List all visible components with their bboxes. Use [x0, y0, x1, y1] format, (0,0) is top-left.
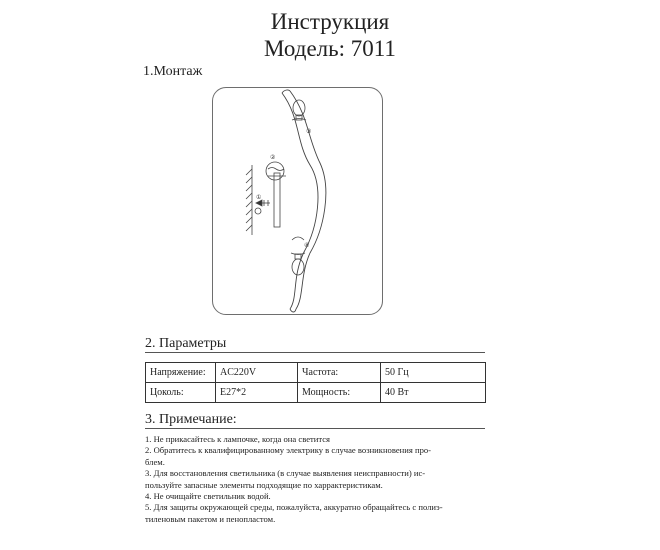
table-row	[146, 383, 486, 403]
note-line: пользуйте запасные элементы подходящие по харрактеристикам.	[145, 479, 383, 490]
wall-illustration	[246, 165, 252, 235]
callout-label: ④	[304, 242, 310, 249]
note-line: 2. Обратитесь к квалифицированному электрику в случае возникновения про-	[145, 445, 432, 456]
model-number: Модель: 7011	[264, 36, 396, 61]
note-line: тиленовым пакетом и пенопластом.	[145, 513, 276, 524]
table-cell: E27*2	[216, 383, 298, 403]
table-cell: AC220V	[216, 363, 298, 383]
table-cell: 50 Гц	[381, 363, 486, 383]
divider	[145, 428, 485, 429]
section-heading-mount: 1.Монтаж	[143, 64, 203, 79]
installation-diagram	[212, 87, 383, 315]
callout-label: ②	[270, 154, 276, 161]
callout-label: ①	[256, 194, 262, 201]
document-title: Инструкция	[270, 9, 390, 34]
note-line: 3. Для восстановления светильника (в случае выявления неисправности) ис-	[145, 468, 426, 479]
lamp-body	[282, 90, 326, 312]
table-cell: Мощность:	[298, 383, 381, 403]
callout-label: ③	[306, 128, 312, 135]
note-line: 4. Не очищайте светильник водой.	[145, 491, 271, 502]
table-cell: Частота:	[298, 363, 381, 383]
notes-list	[145, 434, 495, 525]
note-line: 5. Для защиты окружающей среды, пожалуйста, аккуратно обращайтесь с полиэ-	[145, 502, 443, 513]
divider	[145, 352, 485, 353]
note-line: 1. Не прикасайтесь к лампочке, когда она светится	[145, 434, 330, 444]
table-cell: Цоколь:	[146, 383, 216, 403]
note-line: блем.	[145, 456, 165, 467]
section-heading-params: 2. Параметры	[145, 336, 227, 351]
table-cell: Напряжение:	[146, 363, 216, 383]
params-table	[145, 362, 486, 403]
section-heading-notes: 3. Примечание:	[145, 412, 237, 427]
table-row	[146, 363, 486, 383]
table-cell: 40 Вт	[381, 383, 486, 403]
